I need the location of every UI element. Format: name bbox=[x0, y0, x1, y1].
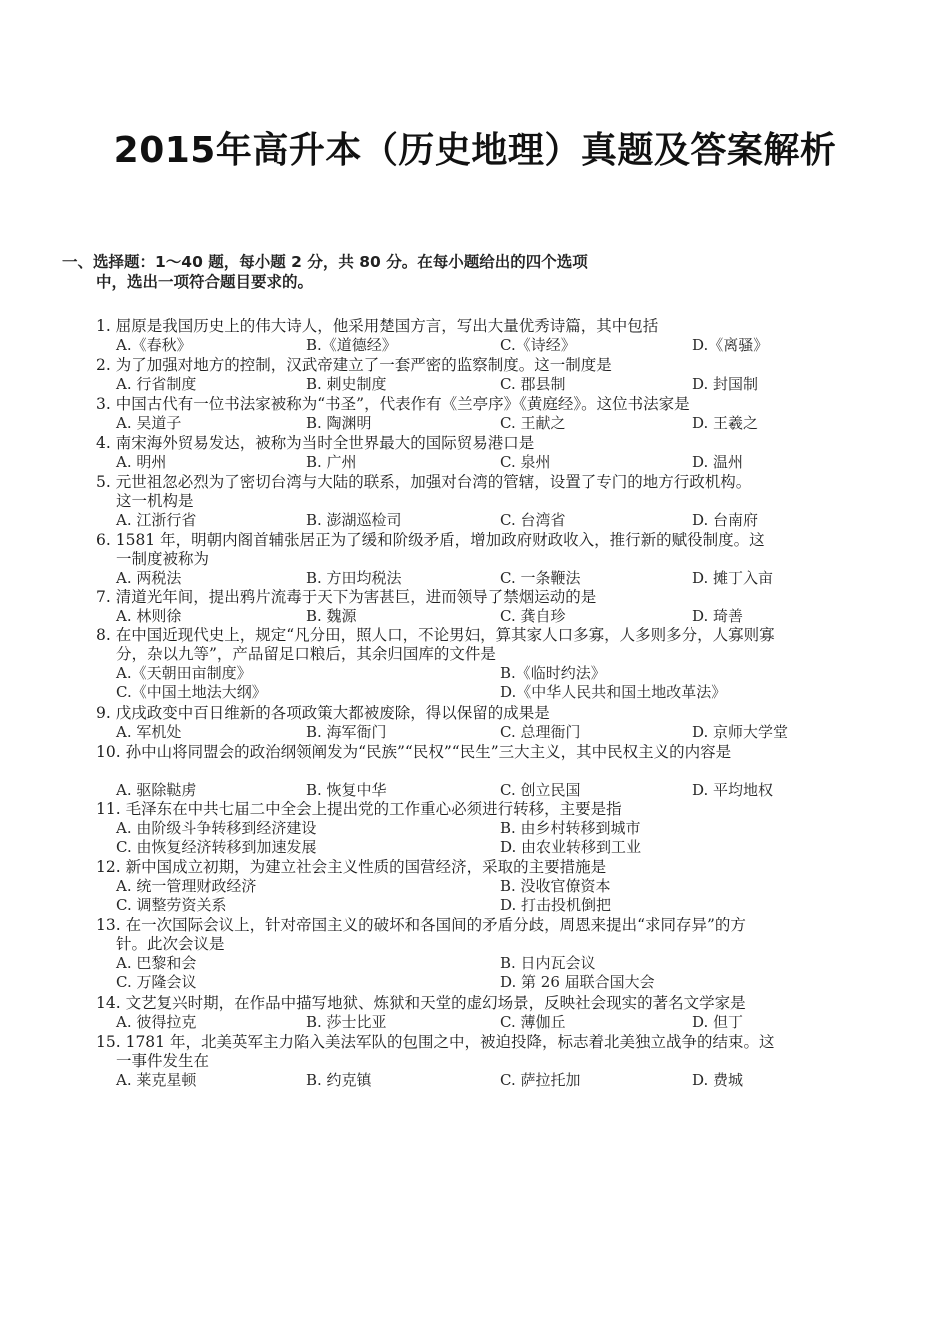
option-b: B. 海军衙门 bbox=[306, 723, 387, 741]
option-d: D. 费城 bbox=[692, 1071, 744, 1089]
option-c: C. 萨拉托加 bbox=[500, 1071, 581, 1089]
question-stem: 5. 元世祖忽必烈为了密切台湾与大陆的联系，加强对台湾的管辖，设置了专门的地方行政机构。 bbox=[96, 473, 752, 491]
question-stem: 12. 新中国成立初期，为建立社会主义性质的国营经济，采取的主要措施是 bbox=[96, 858, 607, 876]
option-a: A. 两税法 bbox=[116, 569, 182, 587]
question-stem: 10. 孙中山将同盟会的政治纲领阐发为“民族”“民权”“民生”三大主义，其中民权主义的内容是 bbox=[96, 743, 732, 761]
option-a: A. 由阶级斗争转移到经济建设 bbox=[116, 819, 317, 837]
option-b: B. 广州 bbox=[306, 453, 357, 471]
option-a: A.《天朝田亩制度》 bbox=[116, 664, 252, 682]
question-stem-cont: 一制度被称为 bbox=[116, 550, 210, 568]
option-a: A. 莱克星顿 bbox=[116, 1071, 197, 1089]
option-a: A. 林则徐 bbox=[116, 607, 182, 625]
option-d: D. 温州 bbox=[692, 453, 744, 471]
option-d: D. 第 26 届联合国大会 bbox=[500, 973, 655, 991]
option-c: C. 台湾省 bbox=[500, 511, 566, 529]
option-c: C.《中国土地法大纲》 bbox=[116, 683, 267, 701]
option-c: C. 由恢复经济转移到加速发展 bbox=[116, 838, 317, 856]
option-c: C. 泉州 bbox=[500, 453, 551, 471]
option-d: D. 琦善 bbox=[692, 607, 744, 625]
section-heading bbox=[62, 252, 588, 292]
option-a: A. 统一管理财政经济 bbox=[116, 877, 257, 895]
option-c: C. 龚自珍 bbox=[500, 607, 566, 625]
question-stem: 4. 南宋海外贸易发达，被称为当时全世界最大的国际贸易港口是 bbox=[96, 434, 535, 452]
question-stem: 14. 文艺复兴时期，在作品中描写地狱、炼狱和天堂的虚幻场景，反映社会现实的著名文学家是 bbox=[96, 994, 746, 1012]
option-c: C. 郡县制 bbox=[500, 375, 566, 393]
question-stem: 2. 为了加强对地方的控制，汉武帝建立了一套严密的监察制度。这一制度是 bbox=[96, 356, 612, 374]
question-stem-cont: 分，杂以九等”，产品留足口粮后，其余归国库的文件是 bbox=[116, 645, 496, 663]
option-a: A. 军机处 bbox=[116, 723, 182, 741]
option-b: B. 恢复中华 bbox=[306, 781, 387, 799]
option-b: B. 方田均税法 bbox=[306, 569, 402, 587]
option-d: D.《离骚》 bbox=[692, 336, 769, 354]
section-instruction-line2: 中，选出一项符合题目要求的。 bbox=[96, 273, 314, 291]
question-stem-cont: 这一机构是 bbox=[116, 492, 194, 510]
option-b: B. 约克镇 bbox=[306, 1071, 372, 1089]
option-d: D. 但丁 bbox=[692, 1013, 744, 1031]
option-c: C. 薄伽丘 bbox=[500, 1013, 566, 1031]
option-a: A.《春秋》 bbox=[116, 336, 192, 354]
option-b: B. 魏源 bbox=[306, 607, 357, 625]
option-a: A. 彼得拉克 bbox=[116, 1013, 197, 1031]
option-c: C. 万隆会议 bbox=[116, 973, 197, 991]
option-c: C.《诗经》 bbox=[500, 336, 576, 354]
option-c: C. 王献之 bbox=[500, 414, 566, 432]
question-stem: 13. 在一次国际会议上，针对帝国主义的破坏和各国间的矛盾分歧，周恩来提出“求同存异”的方 bbox=[96, 916, 746, 934]
option-b: B. 日内瓦会议 bbox=[500, 954, 596, 972]
section-instruction-line1: 一、选择题：1～40 题，每小题 2 分，共 80 分。在每小题给出的四个选项 bbox=[62, 253, 588, 271]
question-stem: 9. 戊戌政变中百日维新的各项政策大都被废除，得以保留的成果是 bbox=[96, 704, 550, 722]
option-a: A. 驱除鞑虏 bbox=[116, 781, 197, 799]
option-b: B. 莎士比亚 bbox=[306, 1013, 387, 1031]
question-stem-cont: 针。此次会议是 bbox=[116, 935, 225, 953]
option-d: D. 王羲之 bbox=[692, 414, 759, 432]
question-stem: 3. 中国古代有一位书法家被称为“书圣”，代表作有《兰亭序》《黄庭经》。这位书法家是 bbox=[96, 395, 690, 413]
option-d: D. 由农业转移到工业 bbox=[500, 838, 642, 856]
question-stem: 6. 1581 年，明朝内阁首辅张居正为了缓和阶级矛盾，增加政府财政收入，推行新的赋役制度。这 bbox=[96, 531, 765, 549]
option-a: A. 吴道子 bbox=[116, 414, 182, 432]
option-d: D.《中华人民共和国土地改革法》 bbox=[500, 683, 727, 701]
option-b: B. 没收官僚资本 bbox=[500, 877, 611, 895]
option-d: D. 摊丁入亩 bbox=[692, 569, 774, 587]
question-stem-cont: 一事件发生在 bbox=[116, 1052, 210, 1070]
option-a: A. 明州 bbox=[116, 453, 167, 471]
option-d: D. 打击投机倒把 bbox=[500, 896, 612, 914]
page-title: 2015年高升本（历史地理）真题及答案解析 bbox=[113, 130, 837, 171]
option-c: C. 一条鞭法 bbox=[500, 569, 581, 587]
question-stem: 1. 屈原是我国历史上的伟大诗人，他采用楚国方言，写出大量优秀诗篇，其中包括 bbox=[96, 317, 659, 335]
option-b: B. 澎湖巡检司 bbox=[306, 511, 402, 529]
option-d: D. 平均地权 bbox=[692, 781, 774, 799]
option-a: A. 江浙行省 bbox=[116, 511, 197, 529]
option-b: B. 陶渊明 bbox=[306, 414, 372, 432]
option-b: B.《道德经》 bbox=[306, 336, 397, 354]
option-c: C. 总理衙门 bbox=[500, 723, 581, 741]
option-a: A. 行省制度 bbox=[116, 375, 197, 393]
option-d: D. 台南府 bbox=[692, 511, 759, 529]
option-d: D. 封国制 bbox=[692, 375, 759, 393]
question-stem: 7. 清道光年间，提出鸦片流毒于天下为害甚巨，进而领导了禁烟运动的是 bbox=[96, 588, 597, 606]
option-c: C. 创立民国 bbox=[500, 781, 581, 799]
question-stem: 11. 毛泽东在中共七届二中全会上提出党的工作重心必须进行转移，主要是指 bbox=[96, 800, 622, 818]
option-b: B. 由乡村转移到城市 bbox=[500, 819, 641, 837]
question-stem: 15. 1781 年，北美英军主力陷入美法军队的包围之中，被迫投降，标志着北美独立战争的结束。这 bbox=[96, 1033, 775, 1051]
option-b: B. 刺史制度 bbox=[306, 375, 387, 393]
option-a: A. 巴黎和会 bbox=[116, 954, 197, 972]
option-c: C. 调整劳资关系 bbox=[116, 896, 227, 914]
option-b: B.《临时约法》 bbox=[500, 664, 606, 682]
option-d: D. 京师大学堂 bbox=[692, 723, 789, 741]
question-stem: 8. 在中国近现代史上，规定“凡分田，照人口，不论男妇，算其家人口多寡，人多则多分，人寡则寡 bbox=[96, 626, 775, 644]
